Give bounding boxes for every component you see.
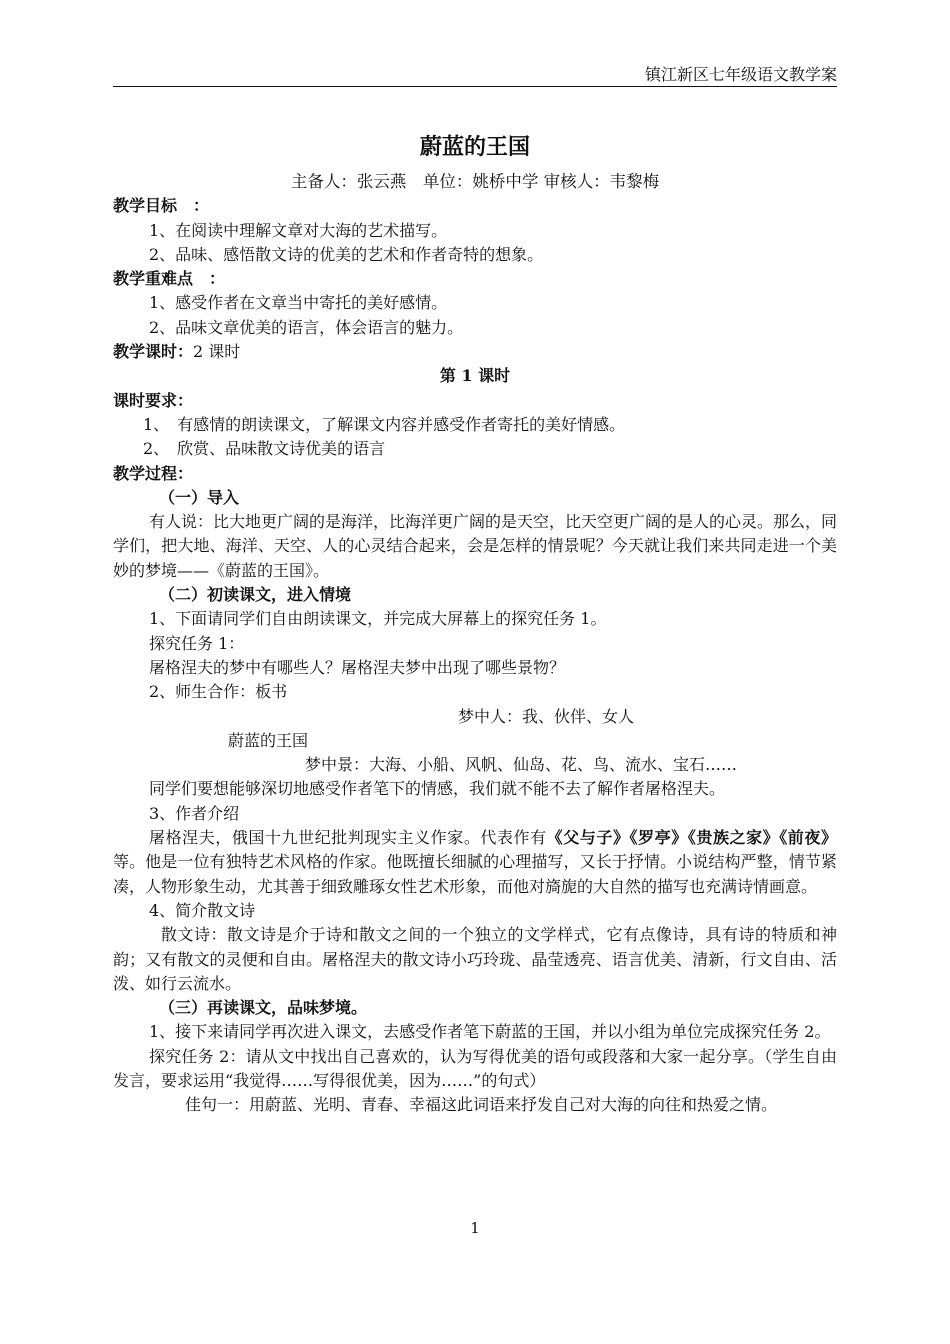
- task-1-label: 探究任务 1：: [149, 633, 245, 653]
- requirement-item: 2、 欣赏、品味散文诗优美的语言: [143, 439, 386, 459]
- objectives-label: 教学目标 ：: [113, 196, 210, 216]
- class-hours-value: 2 课时: [193, 342, 241, 362]
- board-scenes: 梦中景：大海、小船、风帆、仙岛、花、鸟、流水、宝石……: [305, 755, 738, 775]
- board-title: 蔚蓝的王国: [228, 730, 309, 750]
- author-line: 主备人：张云燕 单位：姚桥中学 审核人：韦黎梅: [290, 172, 660, 191]
- author-text-start: 屠格涅夫，俄国十九世纪批判现实主义作家。代表作有: [149, 828, 547, 848]
- document-body: [113, 130, 837, 1118]
- transition-sentence: 同学们要想能够深切地感受作者笔下的情感，我们就不能不去了解作者屠格涅夫。: [149, 779, 726, 799]
- lesson-title: 第 1 课时: [439, 366, 511, 386]
- work-title: 《前夜》: [779, 828, 837, 848]
- requirements-label: 课时要求：: [113, 390, 194, 410]
- author-text-end: 等。他是一位有独特艺术风格的作家。他既擅长细腻的心理描写，又长于抒情。小说结构严整，情节紧凑，人物形象生动，尤其善于细致雕琢女性艺术形象，而他对旖旎的大自然的描写也充满诗情画意。: [113, 852, 837, 896]
- sentence-1: 佳句一：用蔚蓝、光明、青春、幸福这此词语来抒发自己对大海的向往和热爱之情。: [185, 1095, 778, 1115]
- header-rule: [113, 86, 837, 87]
- section-heading-rereading: （三）再读课文，品味梦境。: [159, 998, 368, 1018]
- work-title: 《罗亭》: [629, 828, 688, 848]
- prose-heading: 4、简介散文诗: [149, 900, 256, 920]
- section-heading-intro: （一）导入: [159, 487, 240, 507]
- task-2-paragraph: 探究任务 2：请从文中找出自己喜欢的，认为写得优美的语句或段落和大家一起分享。（学生自由发言，要求运用“我觉得……写得很优美，因为……”的句式）: [113, 1046, 837, 1090]
- intro-paragraph: 有人说：比大地更广阔的是海洋，比海洋更广阔的是天空，比天空更广阔的是人的心灵。那么，同学们，把大地、海洋、天空、人的心灵结合起来，会是怎样的情景呢？今天就让我们来共同走进一个美妙的梦境——《蔚蓝的王国》。: [113, 512, 838, 580]
- process-label: 教学过程：: [113, 463, 194, 483]
- author-paragraph: [113, 826, 837, 899]
- author-heading: 3、作者介绍: [149, 803, 240, 823]
- task-1-question: 屠格涅夫的梦中有哪些人？屠格涅夫梦中出现了哪些景物？: [149, 657, 566, 677]
- section-heading-first-reading: （二）初读课文，进入情境: [159, 585, 352, 605]
- rereading-paragraph: 1、接下来请同学再次进入课文，去感受作者笔下蔚蓝的王国，并以小组为单位完成探究任务 2。: [149, 1022, 831, 1042]
- reading-instruction: 1、下面请同学们自由朗读课文，并完成大屏幕上的探究任务 1。: [149, 609, 607, 629]
- objective-item: 2、品味、感悟散文诗的优美的艺术和作者奇特的想象。: [149, 244, 544, 264]
- key-point-item: 2、品味文章优美的语言，体会语言的魅力。: [149, 317, 464, 337]
- page-number: 1: [470, 1219, 480, 1237]
- objective-item: 1、在阅读中理解文章对大海的艺术描写。: [149, 220, 448, 240]
- board-people: 梦中人：我、伙伴、女人: [458, 706, 635, 726]
- class-hours: [113, 340, 837, 364]
- key-points-label: 教学重难点 ：: [113, 269, 226, 289]
- work-title: 《父与子》: [546, 828, 630, 848]
- key-point-item: 1、感受作者在文章当中寄托的美好感情。: [149, 293, 448, 313]
- board-label: 2、师生合作：板书: [149, 682, 288, 702]
- page-header: 镇江新区七年级语文教学案: [644, 65, 837, 84]
- class-hours-label: 教学课时：: [113, 342, 194, 362]
- requirement-item: 1、 有感情的朗读课文，了解课文内容并感受作者寄托的美好情感。: [143, 414, 626, 434]
- work-title: 《贵族之家》: [687, 828, 780, 848]
- document-title: 蔚蓝的王国: [419, 134, 530, 160]
- prose-paragraph: 散文诗：散文诗是介于诗和散文之间的一个独立的文学样式，它有点像诗，具有诗的特质和神韵；又有散文的灵便和自由。屠格涅夫的散文诗小巧玲珑、晶莹透亮、语言优美、清新，行文自由、活泼、如行云流水。: [113, 925, 837, 993]
